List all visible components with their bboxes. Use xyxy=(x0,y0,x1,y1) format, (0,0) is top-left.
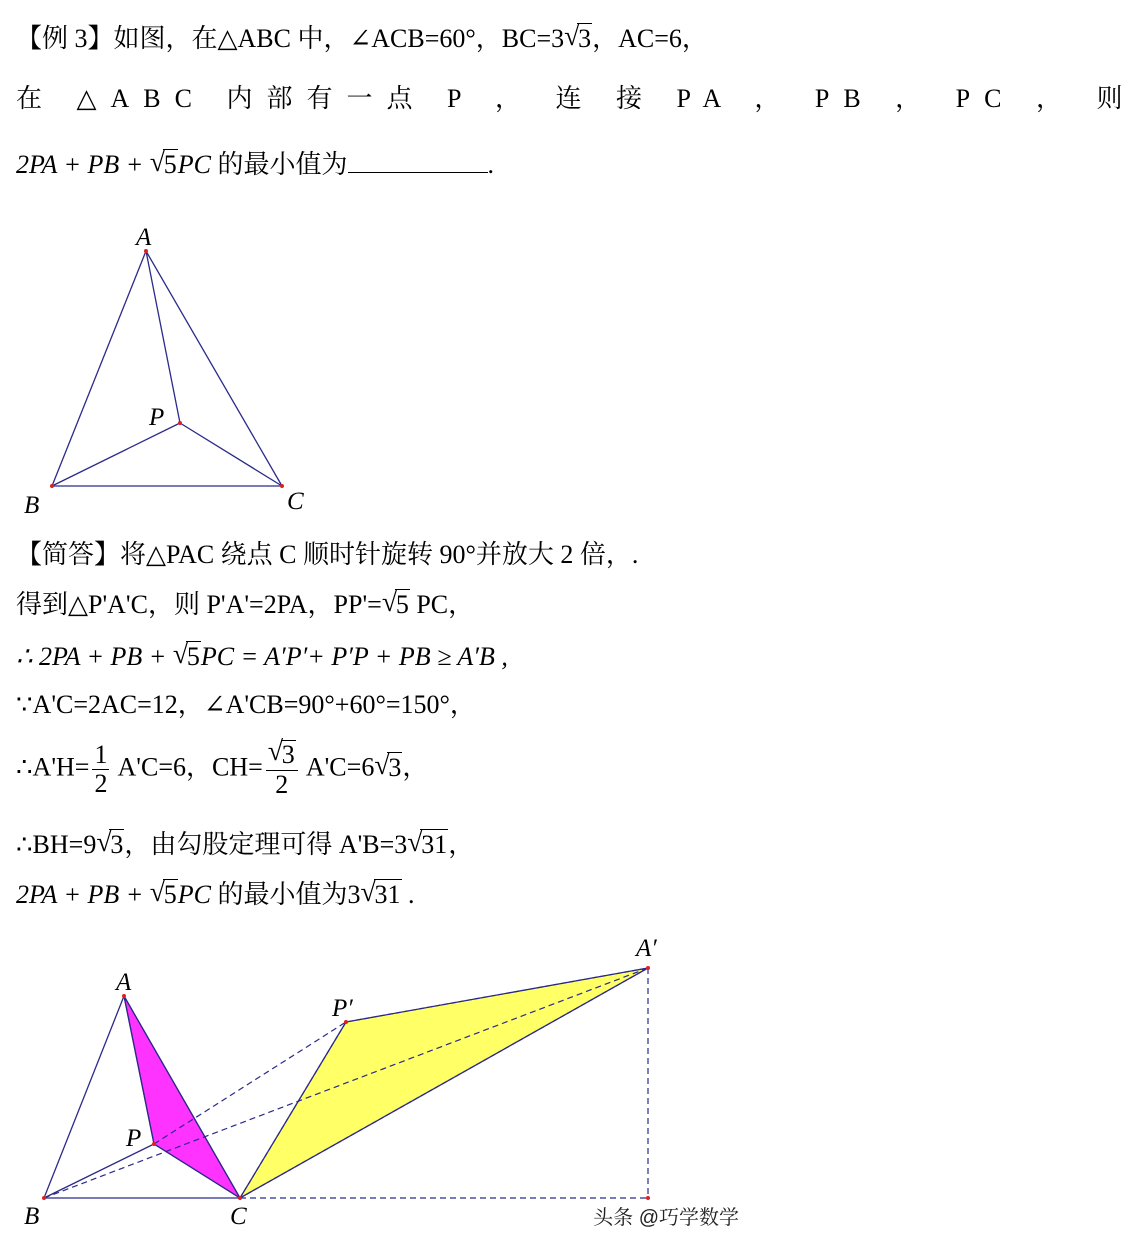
watermark: 头条 @巧学数学 xyxy=(593,1207,739,1229)
answer-blank xyxy=(348,150,488,173)
solution-line-4: ∵A'C=2AC=12，∠A'CB=90°+60°=150°， xyxy=(16,690,476,719)
fraction-half: $\frac{1}{2}$ xyxy=(94,739,108,799)
solution-line-3: ∴ 2PA + PB + √ 5PC = A′P′+ P′P + PB ≥ A′B , xyxy=(16,644,508,670)
problem-line-2: 在 △ABC 内部有一点 P ， 连 接 PA ， PB ， PC ， 则 xyxy=(16,84,1136,113)
label-a: A xyxy=(136,224,152,251)
problem-line-1: 【例 3】如图，在△ABC 中，∠ACB=60°，BC=3√ 3，AC=6， xyxy=(16,26,708,52)
sqrt-3: √ 3 xyxy=(564,26,592,52)
point-a-prime xyxy=(646,966,650,970)
label-b: B xyxy=(24,492,40,519)
figure-rotation xyxy=(0,930,755,1240)
problem-text: 【例 3】如图，在△ABC 中，∠ACB=60°，BC=3 xyxy=(16,24,565,53)
point-p2 xyxy=(152,1142,156,1146)
label-c: C xyxy=(287,488,304,515)
label-p2: P xyxy=(126,1125,142,1152)
point-c2 xyxy=(238,1196,242,1200)
point-h xyxy=(646,1196,650,1200)
label-p-prime: P′ xyxy=(332,995,353,1022)
point-p xyxy=(178,421,182,425)
problem-line-3: 2PA + PB + √ 5PC 的最小值为 . xyxy=(16,150,494,178)
solution-line-6: ∴BH=9√ 3，由勾股定理可得 A'B=3√ 31， xyxy=(16,832,474,858)
label-b2: B xyxy=(24,1203,40,1230)
solution-line-2: 得到△P'A'C，则 P'A'=2PA，PP'=√ 5 PC， xyxy=(16,592,474,618)
label-c2: C xyxy=(230,1203,247,1230)
triangle-lines xyxy=(52,251,282,486)
figure-triangle-abc xyxy=(0,215,340,525)
solution-line-1: 【简答】将△PAC 绕点 C 顺时针旋转 90°并放大 2 倍，. xyxy=(16,540,639,569)
label-p: P xyxy=(149,404,165,431)
solution-line-7: 2PA + PB + √ 5PC 的最小值为3√ 31 . xyxy=(16,882,415,908)
fraction-sqrt3-over-2: √ $\frac{3}{2}$ xyxy=(266,740,298,799)
solution-line-5: ∴A'H= $\frac{1}{2}$ A'C=6，CH= √ $\frac{3}{2}$ A'C=6√ 3， xyxy=(16,740,428,799)
point-c xyxy=(280,484,284,488)
point-b xyxy=(50,484,54,488)
label-a-prime: A′ xyxy=(636,935,657,962)
point-b2 xyxy=(42,1196,46,1200)
label-a2: A xyxy=(116,969,132,996)
